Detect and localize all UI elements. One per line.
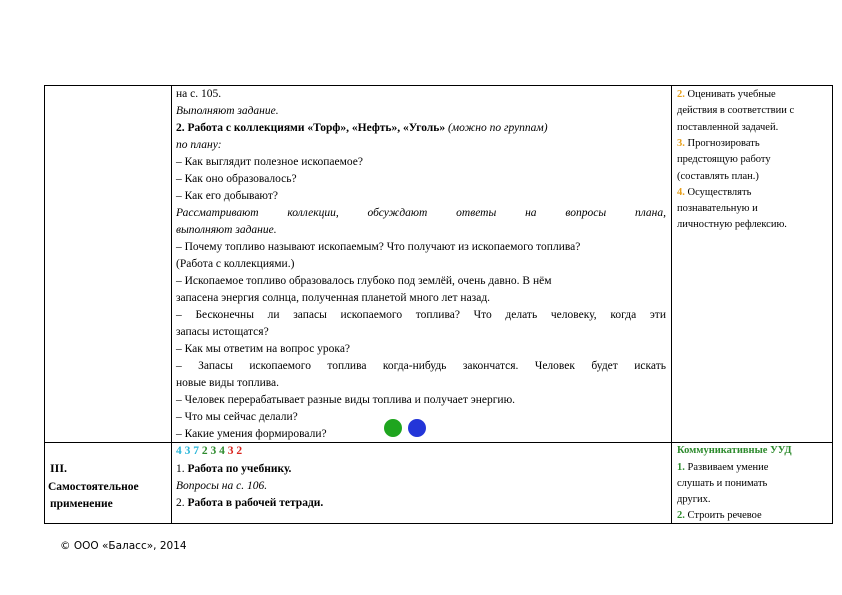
content-line [176, 426, 327, 443]
uud-line [677, 120, 778, 136]
content-line [176, 86, 221, 103]
task-1-note: Вопросы на с. 106. [176, 480, 268, 492]
col-divider-1 [171, 85, 172, 524]
content-line-text: выполняют задание. [176, 224, 277, 236]
content-line [176, 120, 548, 137]
content-line-text: – Как выглядит полезное ископаемое? [176, 156, 363, 168]
uud-line-number: 4. [677, 186, 685, 198]
task-code: 4 [176, 445, 182, 457]
task-2 [176, 495, 323, 512]
uud-line-text: Прогнозировать [684, 137, 760, 149]
green-circle-marker [384, 419, 402, 437]
content-line [176, 222, 277, 239]
content-line-text: (Работа с коллекциями.) [176, 258, 295, 270]
task-2-label: Работа в рабочей тетради. [187, 497, 324, 509]
uud-line [677, 201, 758, 217]
task-2-number: 2. [176, 497, 188, 509]
content-line-text: – Как мы ответим на вопрос урока? [176, 343, 351, 355]
content-line-text: – Какие умения формировали? [176, 428, 327, 440]
uud-heading: Коммуникативные УУД [677, 445, 792, 456]
uud-item-2-text: Строить речевое [684, 510, 762, 521]
task-code: 3 [184, 445, 191, 457]
task-code: 7 [193, 445, 199, 457]
content-line-text: – Бесконечны ли запасы ископаемого топлива? Что делать человеку, когда эти [176, 309, 666, 321]
task-code: 3 [227, 445, 234, 457]
content-line-text: – Человек перерабатывает разные виды топлива и получает энергию. [176, 394, 516, 406]
content-line-text: – Ископаемое топливо образовалось глубоко под землёй, очень давно. В нём [176, 275, 552, 287]
table-right-border [832, 85, 833, 524]
content-line [176, 171, 297, 188]
content-line-text: запасы истощатся? [176, 326, 269, 338]
content-line [176, 358, 666, 375]
content-line [176, 273, 552, 290]
task-code: 2 [201, 445, 208, 457]
content-line-text: – Запасы ископаемого топлива когда-нибудь закончатся. Человек будет искать [176, 360, 666, 372]
uud-line-text: поставленной задачей. [677, 121, 779, 133]
uud-line-text: Оценивать учебные [684, 89, 776, 100]
content-line-text: на с. 105. [176, 88, 222, 100]
content-line [176, 307, 666, 324]
uud-line [677, 185, 751, 201]
blue-circle-marker [408, 419, 426, 437]
task-1-label: Работа по учебнику. [187, 463, 292, 475]
table-left-border [44, 85, 45, 524]
uud-line-text: Осуществлять [684, 186, 752, 198]
uud-line-text: предстоящую работу [677, 154, 771, 166]
content-line [176, 205, 666, 222]
content-line [176, 375, 279, 392]
table-top-border [44, 85, 833, 86]
stage-label-2: применение [50, 498, 113, 510]
uud-line [677, 152, 771, 168]
uud-line [677, 169, 759, 185]
copyright-footer: © ООО «Баласс», 2014 [60, 540, 187, 552]
content-line [176, 154, 363, 171]
content-line [176, 290, 490, 307]
uud-item-1 [677, 460, 768, 476]
uud-line [677, 136, 760, 152]
content-line-text: – Как его добывают? [176, 190, 279, 202]
col-divider-2 [671, 85, 672, 524]
content-line-text: Выполняют задание. [176, 105, 279, 117]
content-line [176, 256, 294, 273]
content-line-text: – Что мы сейчас делали? [176, 411, 298, 423]
uud-item-1-text: Развиваем умение [684, 462, 769, 473]
uud-line [677, 103, 794, 119]
uud-line [677, 217, 787, 233]
content-line-text: Рассматривают коллекции, обсуждают ответы на вопросы плана, [176, 207, 666, 219]
content-line [176, 341, 350, 358]
uud-line-text: познавательную и [677, 203, 758, 215]
content-line-text: – Как оно образовалось? [176, 173, 297, 185]
uud-line [677, 87, 776, 103]
content-line [176, 137, 222, 154]
uud-item-1-line3: других. [677, 494, 711, 505]
content-line-text: – Почему топливо называют ископаемым? Что получают из ископаемого топлива? [176, 241, 581, 253]
task-code: 4 [219, 445, 225, 457]
uud-line-text: личностную рефлексию. [677, 219, 787, 231]
content-line [176, 188, 278, 205]
task-codes [176, 443, 242, 460]
uud-item-2-number: 2. [677, 510, 685, 521]
uud-item-1-number: 1. [677, 462, 685, 473]
uud-item-2 [677, 508, 762, 524]
content-line-suffix: (можно по группам) [445, 122, 548, 134]
uud-line-number: 2. [677, 89, 685, 100]
uud-line-number: 3. [677, 137, 685, 149]
task-1-number: 1. [176, 463, 188, 475]
stage-label-1: Самостоятельное [48, 481, 139, 493]
content-line [176, 392, 515, 409]
uud-line-text: (составлять план.) [677, 170, 759, 182]
uud-line-text: действия в соответствии с [677, 105, 795, 117]
content-line [176, 239, 580, 256]
task-1 [176, 461, 291, 478]
task-code: 3 [210, 445, 217, 457]
content-line-text: новые виды топлива. [176, 377, 280, 389]
content-line [176, 409, 298, 426]
content-line [176, 324, 269, 341]
stage-roman: III. [50, 461, 68, 475]
content-line-text: 2. Работа с коллекциями «Торф», «Нефть», «Уголь» [176, 122, 446, 134]
content-line-text: запасена энергия солнца, полученная планетой много лет назад. [176, 292, 491, 304]
task-code: 2 [236, 445, 243, 457]
content-line [176, 103, 279, 120]
content-line-text: по плану: [176, 139, 222, 151]
uud-item-1-line2: слушать и понимать [677, 478, 768, 489]
